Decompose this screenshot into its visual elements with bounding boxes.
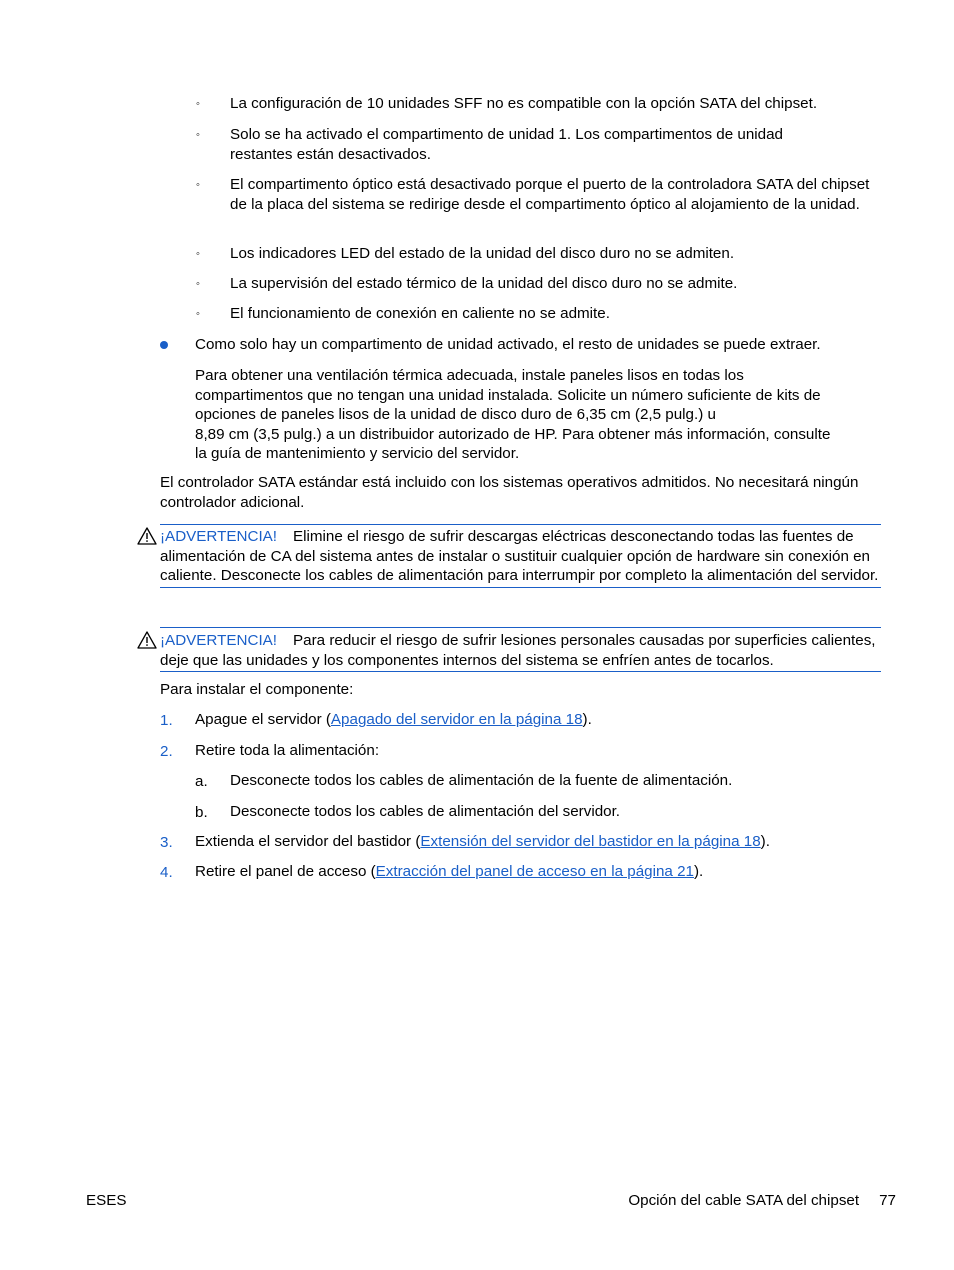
- substep-b-text: Desconecte todos los cables de alimentación del servidor.: [230, 803, 621, 820]
- ventilation-paragraph: [195, 366, 895, 464]
- step-number: 3.: [160, 834, 173, 851]
- link-extraccion-panel[interactable]: Extracción del panel de acceso en la página 21: [375, 863, 694, 880]
- sub-bullet-item-1: La configuración de 10 unidades SFF no es compatible con la opción SATA del chipset.: [230, 95, 818, 112]
- warning-text: Elimine el riesgo de sufrir descargas eléctricas desconectando todas las fuentes de alimentación de CA del sistema antes de instalar o sustituir cualquier opción de hardware sin conexión en caliente. Desconecte los cables de alimentación para interrumpir por completo la alimentación del servidor.: [160, 528, 879, 585]
- step-text-pre: Extienda el servidor del bastidor (: [195, 833, 421, 850]
- step-1-text: [195, 710, 885, 730]
- ventilation-line: la guía de mantenimiento y servicio del servidor.: [195, 445, 520, 463]
- sub-bullet-item-2: Solo se ha activado el compartimento de unidad 1. Los compartimentos de unidad restantes están desactivados.: [230, 126, 783, 163]
- sub-bullet-item-6: El funcionamiento de conexión en caliente no se admite.: [230, 305, 610, 322]
- footer-locale: ESES: [86, 1192, 127, 1209]
- step-text-post: ).: [760, 833, 770, 850]
- install-intro: Para instalar el componente:: [160, 681, 354, 698]
- step-number: 4.: [160, 864, 173, 881]
- ventilation-line: opciones de paneles lisos de la unidad de disco duro de 6,35 cm (2,5 pulg.) u: [195, 406, 716, 424]
- step-text-post: ).: [582, 711, 592, 728]
- sub-bullet-marker: ◦: [196, 98, 200, 110]
- step-text-post: ).: [694, 863, 704, 880]
- sub-bullet-marker: ◦: [196, 308, 200, 320]
- bullet-dot: [160, 341, 168, 349]
- sub-bullet-item-4: Los indicadores LED del estado de la unidad del disco duro no se admiten.: [230, 245, 735, 262]
- warning-triangle-icon: [137, 631, 157, 649]
- substep-a-text: Desconecte todos los cables de alimentación de la fuente de alimentación.: [230, 772, 733, 789]
- bullet-item-text: Como solo hay un compartimento de unidad activado, el resto de unidades se puede extraer.: [195, 336, 821, 353]
- step-number: 1.: [160, 712, 173, 729]
- warning-label: ¡ADVERTENCIA!: [160, 632, 278, 649]
- sub-bullet-marker: ◦: [196, 129, 200, 141]
- step-4-text: [195, 862, 885, 882]
- warning-triangle-icon: [137, 527, 157, 545]
- footer-right: [628, 1191, 896, 1211]
- warning-text: Para reducir el riesgo de sufrir lesiones personales causadas por superficies calientes, deje que las unidades y los componentes internos del sistema se enfríen antes de tocarlos.: [160, 632, 876, 669]
- warning-box-electric: [160, 524, 881, 588]
- link-extension-servidor[interactable]: Extensión del servidor del bastidor en la página 18: [420, 833, 761, 850]
- link-apagado-servidor[interactable]: Apagado del servidor en la página 18: [330, 711, 583, 728]
- step-text-pre: Retire el panel de acceso (: [195, 863, 376, 880]
- step-number: 2.: [160, 743, 173, 760]
- substep-letter: a.: [195, 773, 208, 790]
- ventilation-line: Para obtener una ventilación térmica adecuada, instale paneles lisos en todas los: [195, 367, 744, 384]
- step-text-pre: Apague el servidor (: [195, 711, 331, 728]
- controller-paragraph: El controlador SATA estándar está incluido con los sistemas operativos admitidos. No necesitará ningún controlador adicional.: [160, 474, 859, 511]
- footer-section-title: Opción del cable SATA del chipset: [628, 1192, 860, 1209]
- ventilation-line: compartimentos que no tengan una unidad instalada. Solicite un número suficiente de kits de: [195, 386, 821, 404]
- sub-bullet-item-5: La supervisión del estado térmico de la unidad del disco duro no se admite.: [230, 275, 738, 292]
- page-number: 77: [879, 1192, 896, 1209]
- warning-box-hot-surfaces: [160, 627, 881, 672]
- sub-bullet-item-3: El compartimento óptico está desactivado porque el puerto de la controladora SATA del chipset de la placa del sistema se redirige desde el compartimento óptico al alojamiento de la unidad.: [230, 176, 870, 213]
- sub-bullet-marker: ◦: [196, 179, 200, 191]
- step-2-text: Retire toda la alimentación:: [195, 742, 380, 759]
- warning-label: ¡ADVERTENCIA!: [160, 528, 278, 545]
- sub-bullet-marker: ◦: [196, 278, 200, 290]
- sub-bullet-marker: ◦: [196, 248, 200, 260]
- ventilation-line: 8,89 cm (3,5 pulg.) a un distribuidor autorizado de HP. Para obtener más información, consulte: [195, 425, 831, 443]
- substep-letter: b.: [195, 804, 208, 821]
- step-3-text: [195, 832, 885, 852]
